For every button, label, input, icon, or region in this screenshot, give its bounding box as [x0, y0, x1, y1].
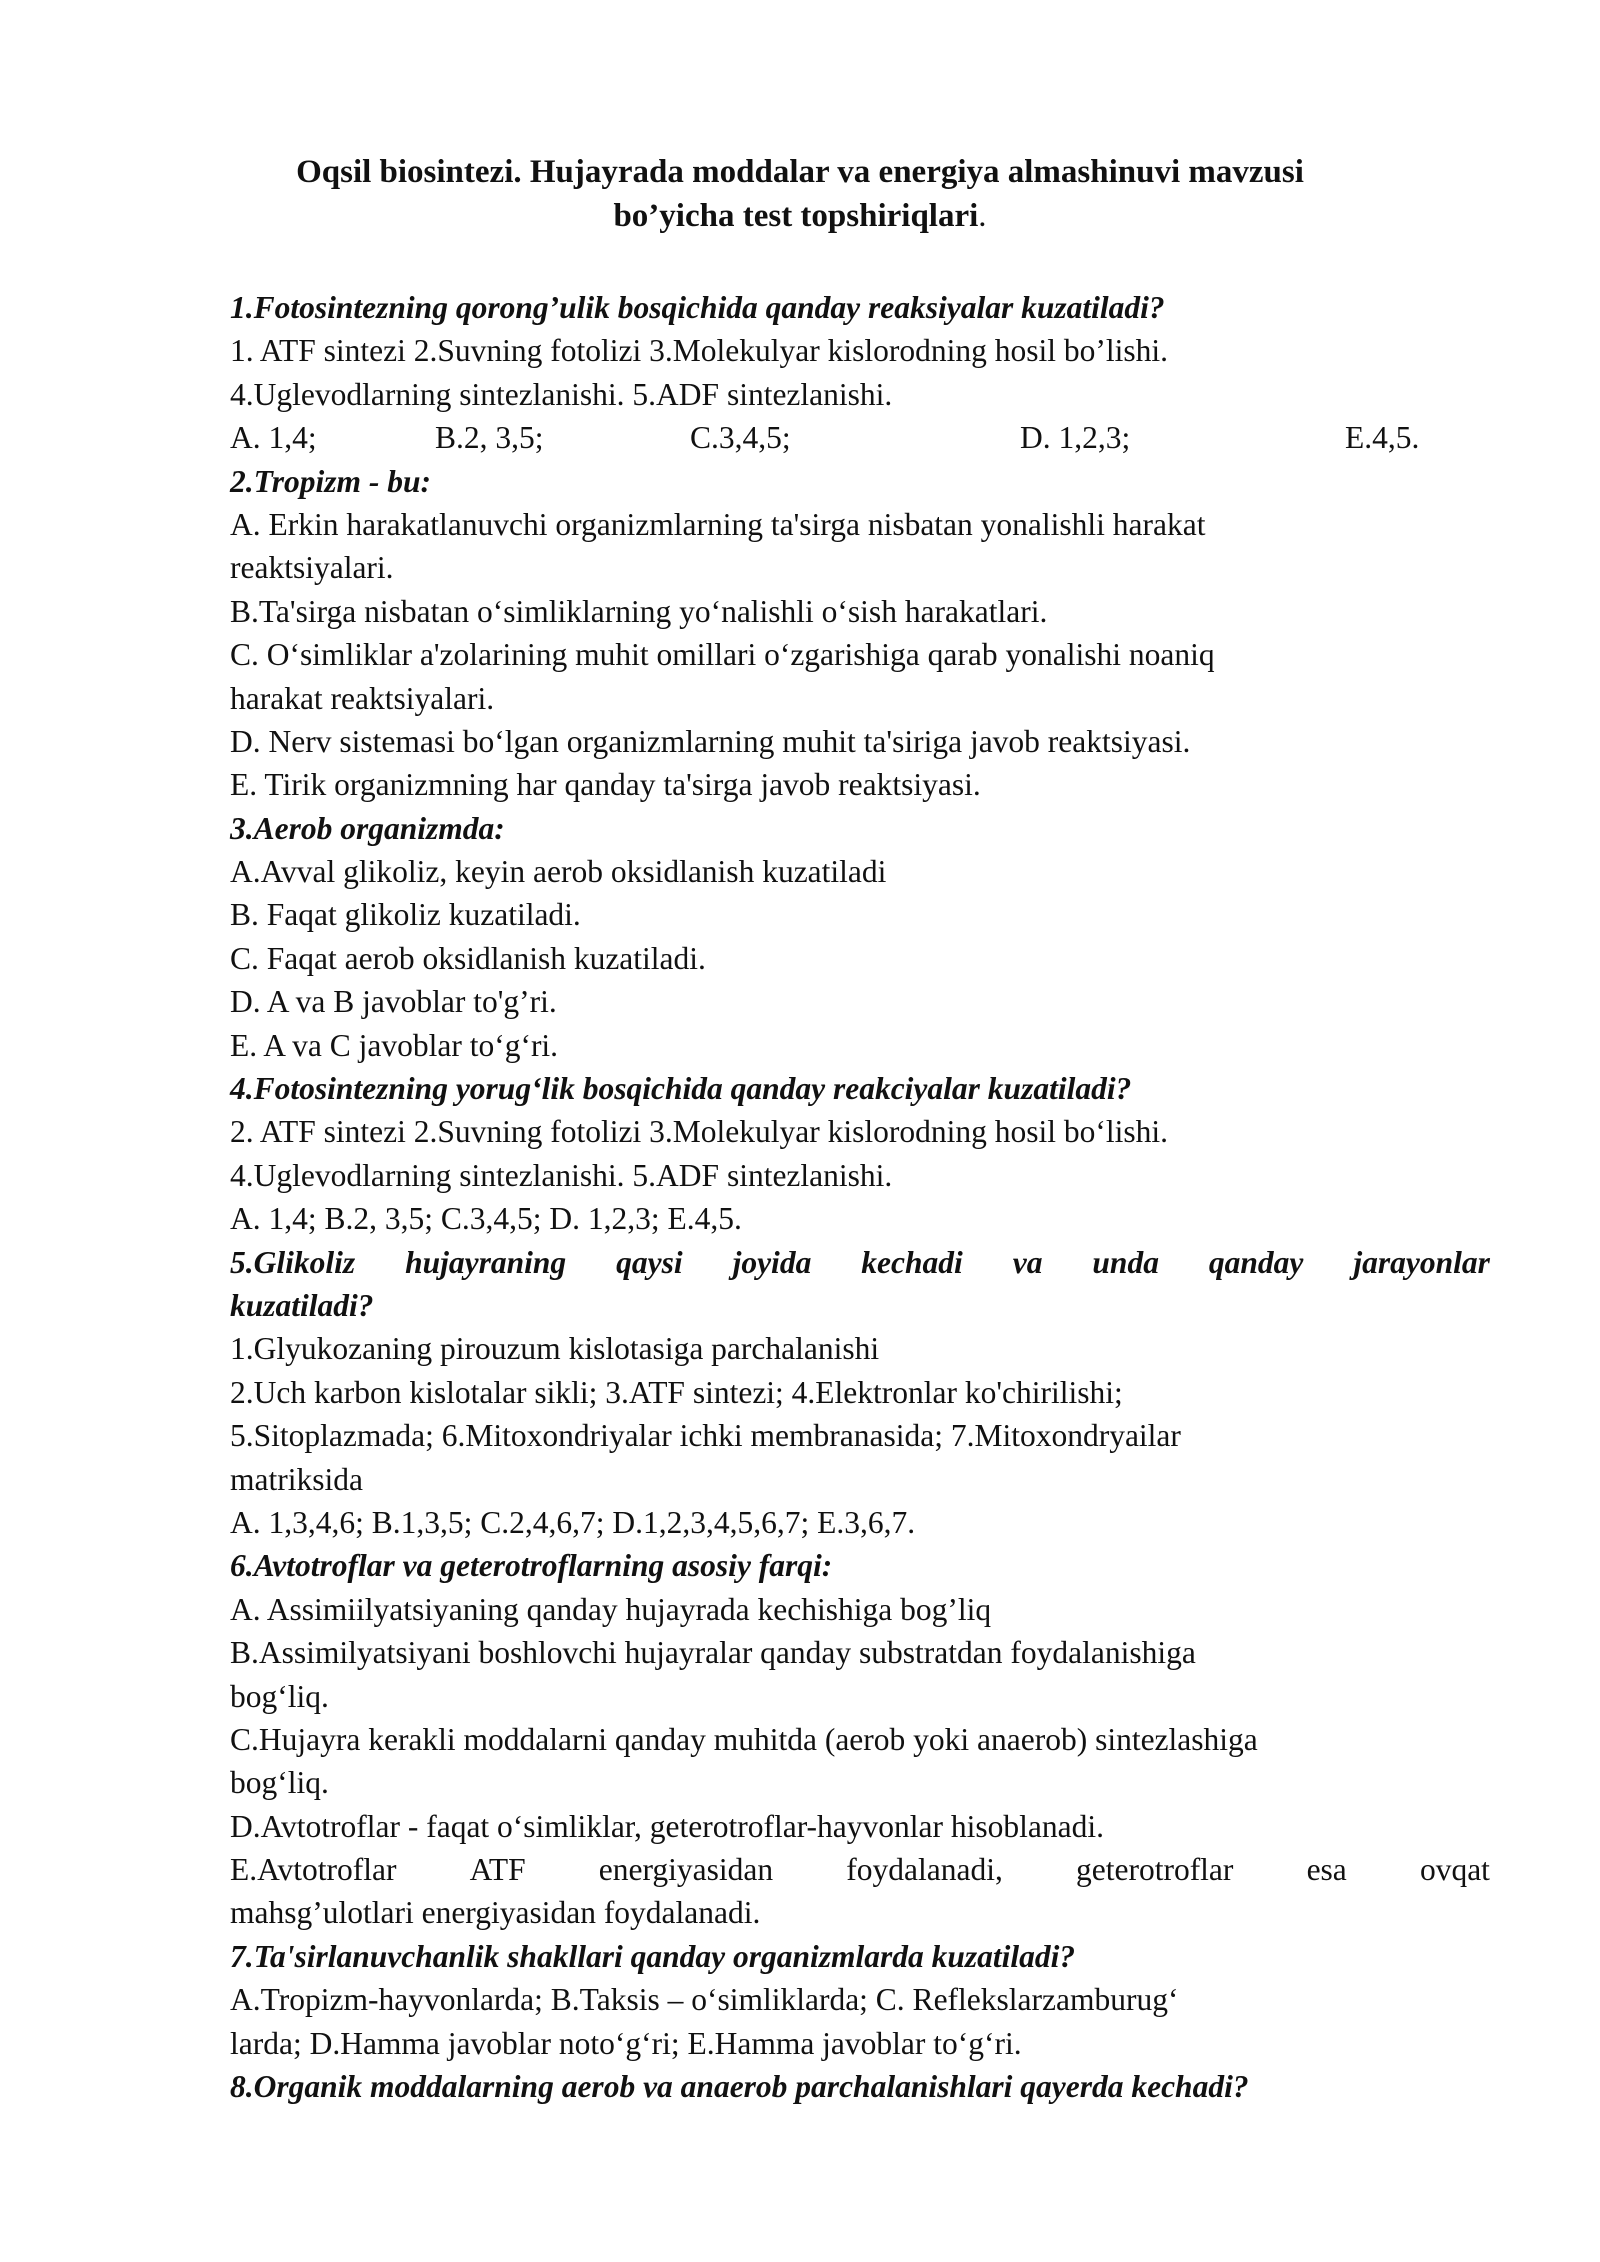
q7-answer-line: larda; D.Hamma javoblar noto‘g‘ri; E.Hamma javoblar to‘g‘ri.: [230, 2025, 1022, 2061]
question-5-continued: kuzatiladi?: [230, 1287, 374, 1323]
q5-answer-line: 2.Uch karbon kislotalar sikli; 3.ATF sintezi; 4.Elektronlar ko'chirilishi;: [230, 1374, 1123, 1410]
q1-option-d: D. 1,2,3;: [1020, 420, 1131, 456]
q6-answer-line: A. Assimiilyatsiyaning qanday hujayrada kechishiga bog’liq: [230, 1591, 992, 1627]
question-1: 1.Fotosintezning qorong’ulik bosqichida qanday reaksiyalar kuzatiladi?: [230, 290, 1165, 325]
q3-answer-line: D. A va B javoblar to'g’ri.: [230, 984, 557, 1020]
q3-answer-line: A.Avval glikoliz, keyin aerob oksidlanish kuzatiladi: [230, 854, 887, 890]
title-line-1: Oqsil biosintezi. Hujayrada moddalar va energiya almashinuvi mavzusi: [296, 154, 1304, 190]
question-8: 8.Organik moddalarning aerob va anaerob parchalanishlari qayerda kechadi?: [230, 2069, 1249, 2105]
q6-answer-line: bog‘liq.: [230, 1765, 329, 1801]
q1-option-e: E.4,5.: [1345, 420, 1420, 456]
q4-answer-line: 2. ATF sintezi 2.Suvning fotolizi 3.Molekulyar kislorodning hosil bo‘lishi.: [230, 1114, 1168, 1150]
q1-option-a: A. 1,4;: [230, 420, 317, 456]
q1-options: [230, 416, 1490, 459]
q5-answer-line: A. 1,3,4,6; B.1,3,5; C.2,4,6,7; D.1,2,3,4,5,6,7; E.3,6,7.: [230, 1504, 916, 1540]
q2-answer-line: C. O‘simliklar a'zolarining muhit omillari o‘zgarishiga qarab yonalishi noaniq: [230, 637, 1215, 673]
q2-answer-line: B.Ta'sirga nisbatan o‘simliklarning yo‘nalishli o‘sish harakatlari.: [230, 593, 1048, 629]
q5-answer-line: matriksida: [230, 1461, 363, 1497]
q2-answer-line: harakat reaktsiyalari.: [230, 680, 495, 716]
question-3: 3.Aerob organizmda:: [230, 810, 505, 846]
q1-statement-line-2: 4.Uglevodlarning sintezlanishi. 5.ADF sintezlanishi.: [230, 376, 893, 412]
q6-answer-line: C.Hujayra kerakli moddalarni qanday muhitda (aerob yoki anaerob) sintezlashiga: [230, 1721, 1258, 1757]
title-line-2: bo’yicha test topshiriqlari.: [613, 198, 987, 234]
q5-answer-line: 5.Sitoplazmada; 6.Mitoxondriyalar ichki membranasida; 7.Mitoxondryailar: [230, 1418, 1181, 1454]
question-7: 7.Ta'sirlanuvchanlik shakllari qanday organizmlarda kuzatiladi?: [230, 1938, 1076, 1974]
question-2: 2.Tropizm - bu:: [230, 463, 431, 499]
question-6: 6.Avtotroflar va geterotroflarning asosiy farqi:: [230, 1548, 833, 1584]
q6-answer-line: D.Avtotroflar - faqat o‘simliklar, geterotroflar-hayvonlar hisoblanadi.: [230, 1808, 1104, 1844]
q1-option-c: C.3,4,5;: [690, 420, 791, 456]
q2-answer-line: reaktsiyalari.: [230, 550, 394, 586]
test-content: [230, 286, 1490, 2108]
q2-answer-line: D. Nerv sistemasi bo‘lgan organizmlarning muhit ta'siriga javob reaktsiyasi.: [230, 723, 1191, 759]
q7-answer-line: A.Tropizm-hayvonlarda; B.Taksis – o‘simliklarda; C. Reflekslarzamburug‘: [230, 1982, 1179, 2018]
q1-statement-line-1: 1. ATF sintezi 2.Suvning fotolizi 3.Molekulyar kislorodning hosil bo’lishi.: [230, 333, 1168, 369]
q3-answer-line: E. A va C javoblar to‘g‘ri.: [230, 1027, 559, 1063]
q2-answer-line: E. Tirik organizmning har qanday ta'sirga javob reaktsiyasi.: [230, 767, 981, 803]
q6-answer-line: B.Assimilyatsiyani boshlovchi hujayralar qanday substratdan foydalanishiga: [230, 1635, 1196, 1671]
q4-answer-line: 4.Uglevodlarning sintezlanishi. 5.ADF sintezlanishi.: [230, 1157, 893, 1193]
q1-option-b: B.2, 3,5;: [435, 420, 544, 456]
q3-answer-line: B. Faqat glikoliz kuzatiladi.: [230, 897, 581, 933]
q3-answer-line: C. Faqat aerob oksidlanish kuzatiladi.: [230, 940, 706, 976]
document-title: [0, 150, 1600, 238]
question-4: 4.Fotosintezning yorug‘lik bosqichida qanday reakciyalar kuzatiladi?: [230, 1071, 1132, 1107]
q5-answer-line: 1.Glyukozaning pirouzum kislotasiga parchalanishi: [230, 1331, 880, 1367]
q6-answer-line: bog‘liq.: [230, 1678, 329, 1714]
q6-option-e: E.Avtotroflar ATF energiyasidan foydalanadi, geterotroflar esa ovqat: [230, 1852, 1490, 1888]
q4-answer-line: A. 1,4; B.2, 3,5; C.3,4,5; D. 1,2,3; E.4,5.: [230, 1201, 742, 1237]
question-5: 5.Glikoliz hujayraning qaysi joyida kechadi va unda qanday jarayonlar: [230, 1244, 1490, 1280]
q2-answer-line: A. Erkin harakatlanuvchi organizmlarning ta'sirga nisbatan yonalishli harakat: [230, 506, 1206, 542]
q6-option-e-continued: mahsg’ulotlari energiyasidan foydalanadi.: [230, 1895, 761, 1931]
